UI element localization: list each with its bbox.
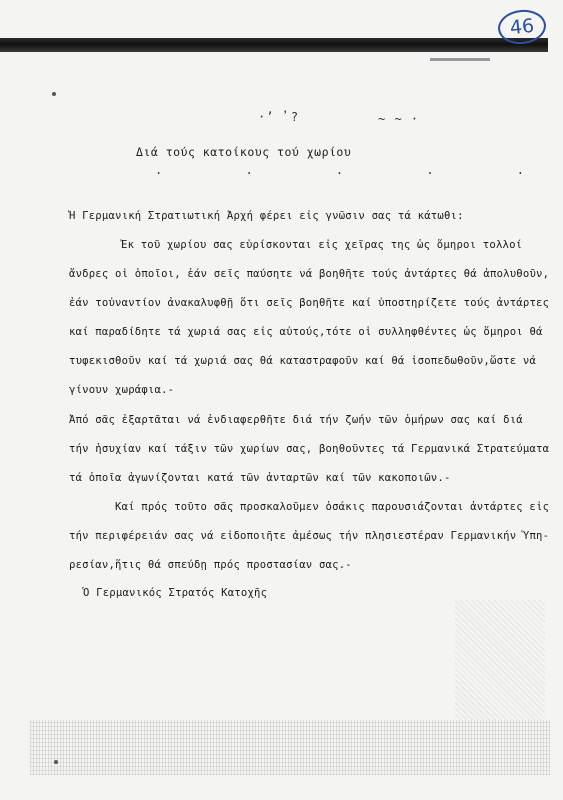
document-title: Διά τούς κατοίκους τού χωρίου xyxy=(136,145,352,159)
scan-noise-right xyxy=(455,600,545,720)
body-line: ἐάν τοὐναντίον ἀνακαλυφθῇ ὅτι σεῖς βοηθῆτε καί ὑποστηρίζετε τούς ἀντάρτες xyxy=(69,297,550,309)
body-line: γίνουν χωράφια.- xyxy=(69,384,175,396)
body-line: τήν περιφέρειάν σας νά εἰδοποιῆτε ἀμέσως τήν πλησιεστέραν Γερμανικήν Ὑπη- xyxy=(69,530,550,542)
page-number-text: 46 xyxy=(508,14,536,40)
body-line: Καί πρός τοῦτο σᾶς προσκαλοῦμεν ὁσάκις παρουσιάζονται ἀντάρτες εἰς xyxy=(115,501,550,513)
scanner-edge-band xyxy=(0,38,548,52)
body-line: ρεσίαν,ἥτις θά σπεύδῃ πρός προστασίαν σας.- xyxy=(69,559,352,571)
body-line: τήν ἡσυχίαν καί τάξιν τῶν χωρίων σας, βοηθοῦντες τά Γερμανικά Στρατεύματα xyxy=(69,443,550,455)
signature-line: Ὁ Γερμανικός Στρατός Κατοχῆς xyxy=(83,587,268,599)
scan-speck xyxy=(430,58,490,61)
title-dots: . . . . . xyxy=(155,163,563,177)
scan-noise-bottom xyxy=(30,720,550,775)
body-line: τυφεκισθοῦν καί τά χωριά σας θά καταστραφοῦν καί θά ἰσοπεδωθοῦν,ὥστε νά xyxy=(69,355,537,367)
body-line: Ἐκ τοῦ χωρίου σας εὑρίσκονται εἰς χεῖρας της ὡς ὅμηροι τολλοί xyxy=(121,239,523,251)
punch-hole-mark xyxy=(54,760,58,764)
body-line: τά ὁποῖα ἀγωνίζονται κατά τῶν ἀνταρτῶν καί τῶν κακοποιῶν.- xyxy=(69,472,451,484)
body-line: Ἡ Γερμανική Στρατιωτική Ἀρχή φέρει εἰς γνῶσιν σας τά κάτωθι: xyxy=(69,210,464,222)
body-line: Ἀπό σᾶς ἐξαρτᾶται νά ἐνδιαφερθῆτε διά τήν ζωήν τῶν ὁμήρων σας καί διά xyxy=(69,414,523,426)
punch-hole-mark xyxy=(52,92,56,96)
body-line: καί παραδίδητε τά χωριά σας εἰς αὐτούς,τότε οἱ συλληφθέντες ὡς ὅμηροι θά xyxy=(69,326,543,338)
body-line: ἄνδρες οἱ ὁποῖοι, ἐάν σεῖς παύσητε νά βοηθῆτε τούς ἀντάρτες θά ἀπολυθοῦν, xyxy=(69,268,550,280)
top-mark-left: ·ʼ ̓ ? xyxy=(258,110,300,124)
top-mark-right: ~ ~ · xyxy=(378,112,420,126)
